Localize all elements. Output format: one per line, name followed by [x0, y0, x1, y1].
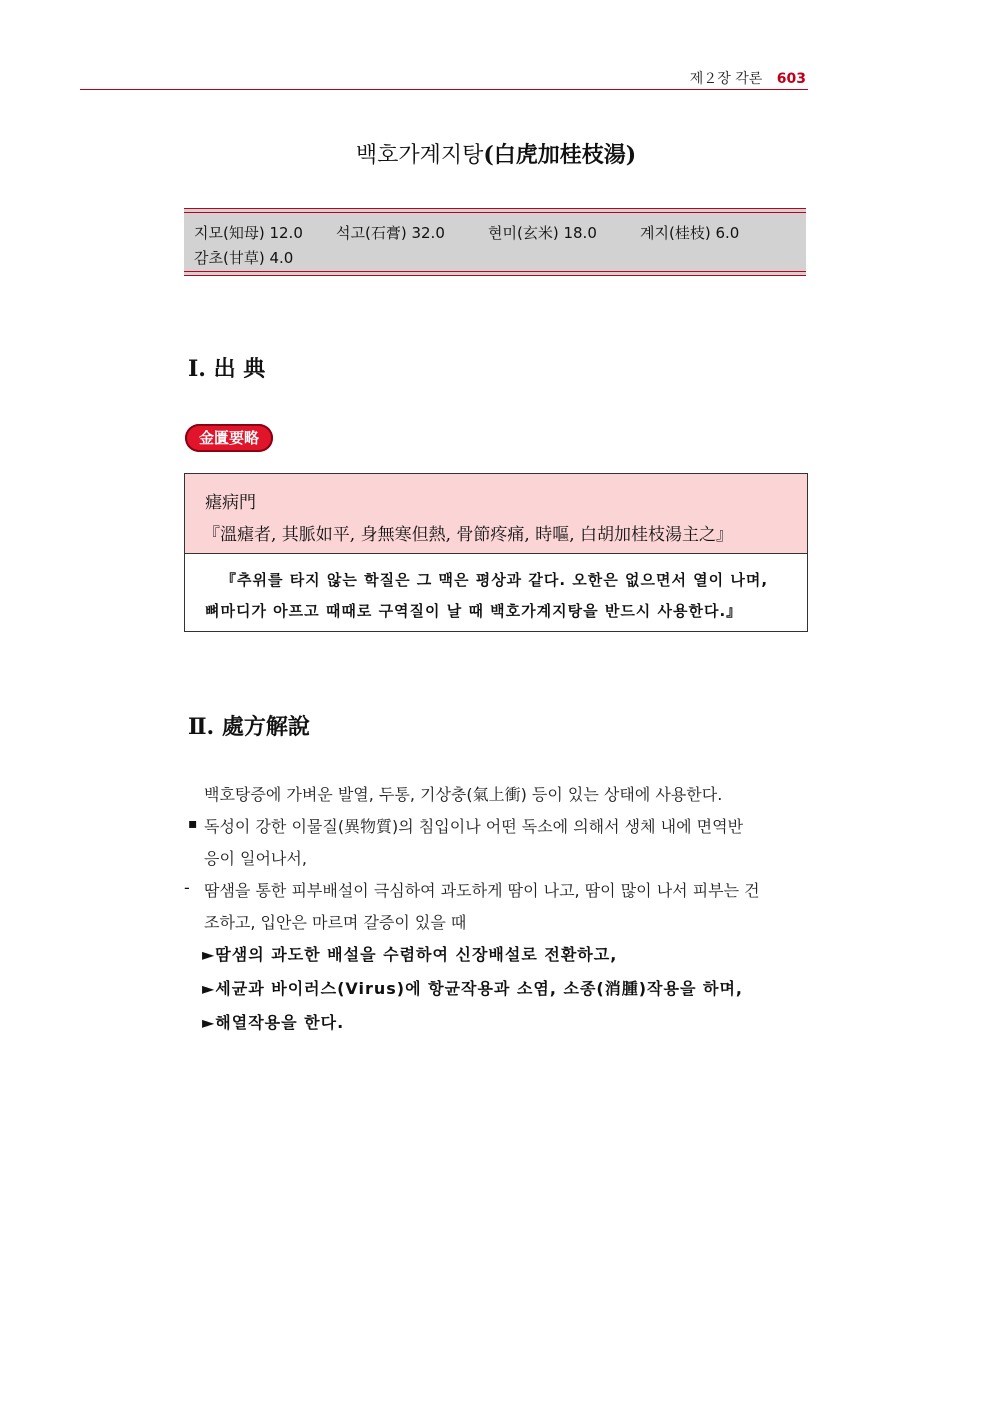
- ingredient-item: [336, 222, 445, 243]
- body-paragraph-line: 백호탕증에 가벼운 발열, 두통, 기상충(氣上衝) 등이 있는 상태에 사용한다.: [204, 785, 723, 804]
- dash-marker: -: [184, 878, 190, 897]
- ingredient-amount: 18.0: [563, 224, 597, 242]
- source-book-badge: 金匱要略: [185, 424, 273, 452]
- body-paragraph-line: 응이 일어나서,: [204, 849, 307, 868]
- source-original-text: 『溫瘧者, 其脈如平, 身無寒但熱, 骨節疼痛, 時嘔, 白胡加桂枝湯主之』: [203, 525, 734, 545]
- chapter-label: 제２장 각론: [689, 71, 763, 87]
- source-translation-line: 뼈마디가 아프고 때때로 구역질이 날 때 백호가계지탕을 반드시 사용한다.』: [205, 602, 743, 620]
- ingredient-amount: 6.0: [715, 224, 740, 242]
- ingredient-amount: 32.0: [411, 224, 445, 242]
- ingredient-amount: 12.0: [269, 224, 303, 242]
- ingredient-item: [640, 222, 739, 243]
- ingredient-item: [194, 247, 293, 268]
- ingredient-name: 계지(桂枝): [640, 224, 711, 242]
- ingredient-name: 현미(玄米): [488, 224, 559, 242]
- body-paragraph-line: 땀샘을 통한 피부배설이 극심하여 과도하게 땀이 나고, 땀이 많이 나서 피부는 건: [204, 881, 760, 900]
- ingredient-amount: 4.0: [269, 249, 294, 267]
- running-header: [690, 68, 806, 88]
- ingredient-item: [194, 222, 303, 243]
- ingredient-name: 감초(甘草): [194, 249, 265, 267]
- section-heading-source: Ⅰ. 出 典: [188, 356, 266, 382]
- header-rule: [80, 89, 808, 90]
- ingredient-name: 지모(知母): [194, 224, 265, 242]
- source-translation-line: 『추위를 타지 않는 학질은 그 맥은 평상과 같다. 오한은 없으면서 열이 나며,: [221, 571, 769, 589]
- ingredient-item: [488, 222, 597, 243]
- title-korean: 백호가계지탕: [355, 143, 484, 168]
- body-paragraph-line: 독성이 강한 이물질(異物質)의 침입이나 어떤 독소에 의해서 생체 내에 면역반: [204, 817, 744, 836]
- source-category: 瘧病門: [205, 493, 256, 513]
- effect-item: ►해열작용을 한다.: [202, 1013, 345, 1032]
- ingredient-box: [184, 208, 806, 276]
- title-hanja: (白虎加桂枝湯): [483, 142, 637, 168]
- bullet-marker: ▪: [188, 816, 198, 832]
- section-heading-prescription: Ⅱ. 處方解說: [188, 714, 310, 740]
- page-number: 603: [776, 71, 806, 87]
- effect-item: ►땀샘의 과도한 배설을 수렴하여 신장배설로 전환하고,: [202, 945, 618, 964]
- page-title: [0, 138, 992, 169]
- source-original-panel: [185, 474, 807, 554]
- body-paragraph-line: 조하고, 입안은 마르며 갈증이 있을 때: [204, 913, 467, 932]
- ingredient-name: 석고(石膏): [336, 224, 407, 242]
- source-quote-box: [184, 473, 808, 632]
- effect-item: ►세균과 바이러스(Virus)에 항균작용과 소염, 소종(消腫)작용을 하며,: [202, 979, 743, 998]
